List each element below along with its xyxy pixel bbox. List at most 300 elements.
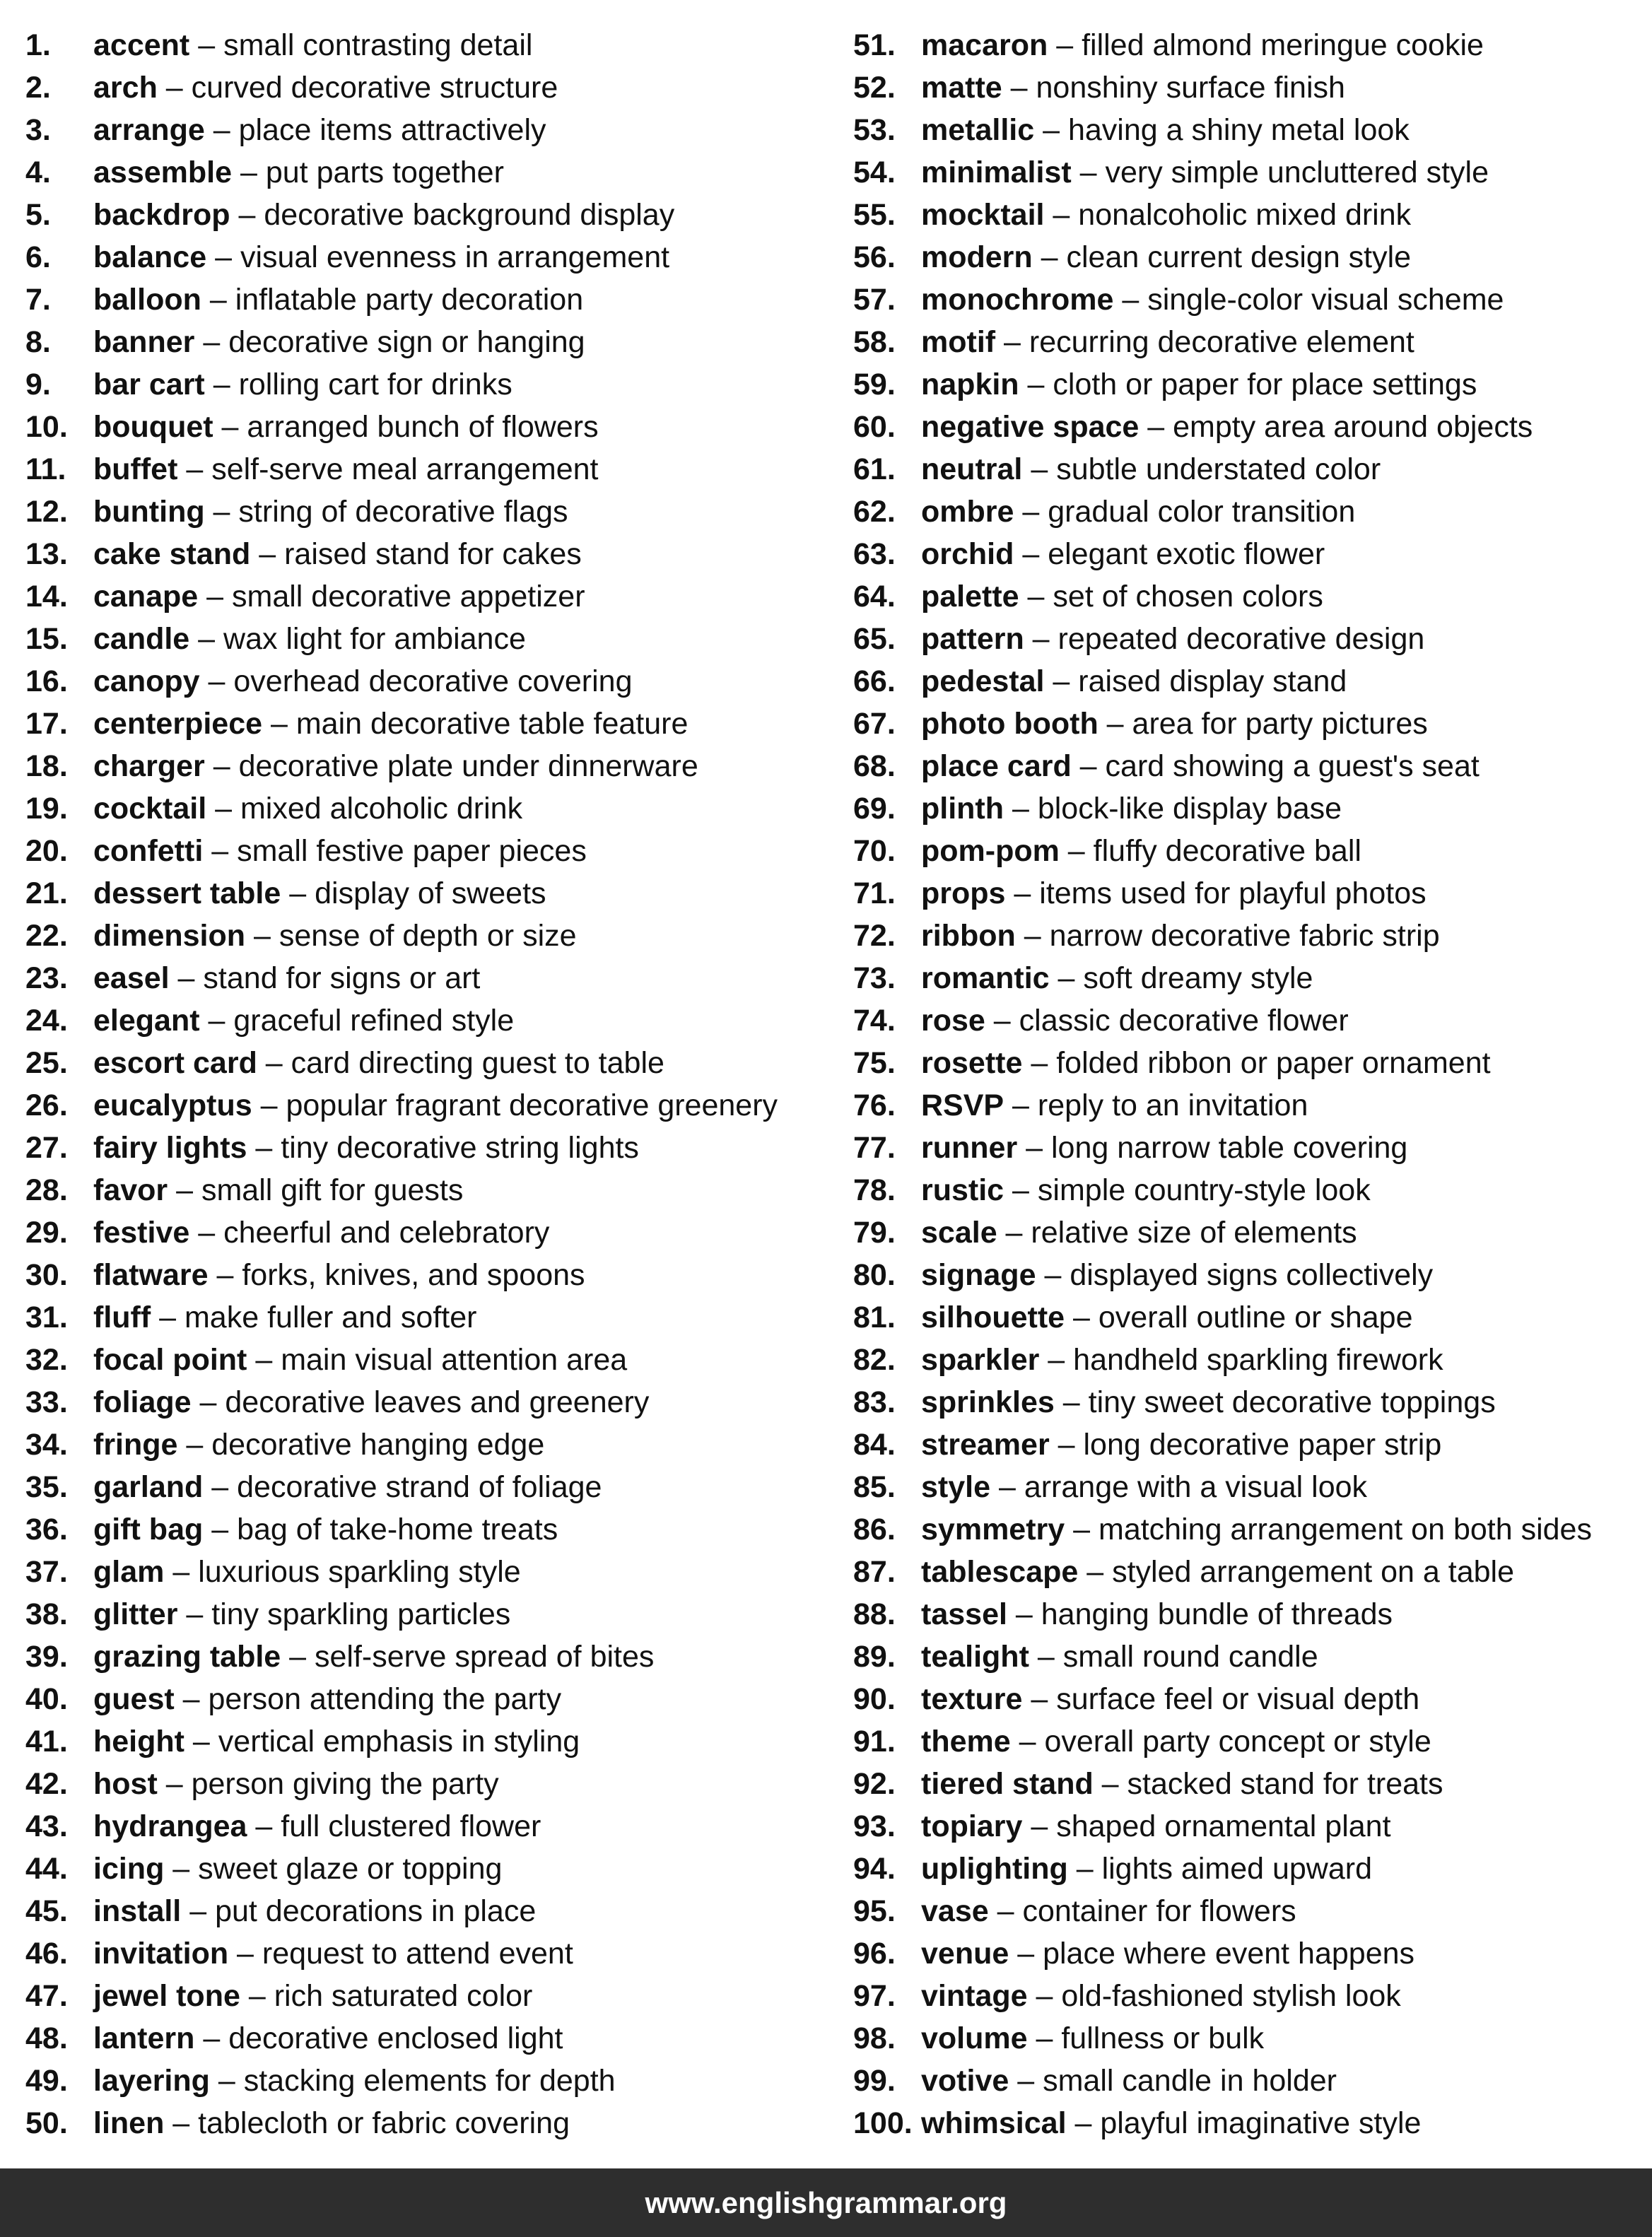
item-number: 77. xyxy=(853,1131,896,1165)
item-definition: simple country-style look xyxy=(1037,1173,1371,1207)
item-number: 76. xyxy=(853,1088,896,1122)
item-separator: – xyxy=(201,283,235,317)
item-definition: wax light for ambiance xyxy=(223,622,526,656)
item-definition: fullness or bulk xyxy=(1061,2021,1265,2055)
item-definition: old-fashioned stylish look xyxy=(1061,1979,1401,2013)
list-item xyxy=(853,1423,1648,1466)
item-term: bar cart xyxy=(93,368,205,401)
item-definition: vertical emphasis in styling xyxy=(218,1725,580,1759)
item-separator: – xyxy=(204,113,239,147)
item-term: streamer xyxy=(921,1428,1050,1462)
item-term: flatware xyxy=(93,1258,209,1292)
item-separator: – xyxy=(1024,622,1058,656)
item-separator: – xyxy=(189,28,224,62)
item-number: 40. xyxy=(25,1682,68,1716)
item-number: 90. xyxy=(853,1682,896,1716)
item-definition: nonshiny surface finish xyxy=(1036,71,1345,105)
item-term: ribbon xyxy=(921,919,1016,953)
list-item xyxy=(853,448,1648,491)
item-separator: – xyxy=(177,452,212,486)
item-separator: – xyxy=(1017,1131,1051,1165)
item-separator: – xyxy=(1093,1767,1127,1801)
list-item xyxy=(25,2102,838,2144)
item-separator: – xyxy=(177,1428,212,1462)
list-item xyxy=(853,1848,1648,1890)
list-item xyxy=(25,66,838,109)
item-term: balance xyxy=(93,240,207,274)
item-definition: raised display stand xyxy=(1078,664,1347,698)
item-definition: reply to an invitation xyxy=(1037,1088,1308,1122)
item-definition: display of sweets xyxy=(315,876,546,910)
item-number: 11. xyxy=(25,452,66,486)
item-term: volume xyxy=(921,2021,1028,2055)
item-term: fairy lights xyxy=(93,1131,247,1165)
list-item xyxy=(853,1975,1648,2017)
item-separator: – xyxy=(181,1894,216,1928)
item-number: 96. xyxy=(853,1937,896,1971)
item-separator: – xyxy=(1036,1258,1070,1292)
item-definition: elegant exotic flower xyxy=(1048,537,1325,571)
item-separator: – xyxy=(213,410,247,444)
item-number: 66. xyxy=(853,664,896,698)
item-term: guest xyxy=(93,1682,175,1716)
item-separator: – xyxy=(1022,452,1057,486)
item-separator: – xyxy=(1007,1597,1041,1631)
item-term: easel xyxy=(93,961,170,995)
list-item xyxy=(853,1932,1648,1975)
item-number: 51. xyxy=(853,28,896,62)
item-number: 49. xyxy=(25,2064,68,2098)
item-number: 32. xyxy=(25,1343,68,1377)
item-term: place card xyxy=(921,749,1072,783)
item-definition: main decorative table feature xyxy=(295,707,689,741)
list-item xyxy=(853,1551,1648,1593)
item-number: 91. xyxy=(853,1725,896,1759)
item-definition: styled arrangement on a table xyxy=(1112,1555,1515,1589)
item-separator: – xyxy=(1009,1937,1043,1971)
footer-website-link[interactable]: www.englishgrammar.org xyxy=(645,2185,1007,2219)
list-item xyxy=(853,999,1648,1042)
item-term: rose xyxy=(921,1004,985,1038)
list-item xyxy=(853,703,1648,745)
list-item xyxy=(25,660,838,703)
item-separator: – xyxy=(1049,1428,1084,1462)
item-definition: main visual attention area xyxy=(281,1343,628,1377)
item-separator: – xyxy=(1004,792,1038,826)
list-item xyxy=(25,2017,838,2060)
item-separator: – xyxy=(1027,2021,1062,2055)
item-definition: tablecloth or fabric covering xyxy=(198,2106,570,2140)
list-item xyxy=(25,109,838,151)
item-number: 44. xyxy=(25,1852,68,1886)
item-definition: cloth or paper for place settings xyxy=(1053,368,1477,401)
item-number: 85. xyxy=(853,1470,896,1504)
item-separator: – xyxy=(230,198,264,232)
item-definition: sense of depth or size xyxy=(279,919,577,953)
list-item xyxy=(853,1042,1648,1084)
list-item xyxy=(853,151,1648,194)
list-item xyxy=(853,575,1648,618)
item-definition: rolling cart for drinks xyxy=(238,368,512,401)
item-definition: arranged bunch of flowers xyxy=(247,410,599,444)
list-item xyxy=(25,575,838,618)
item-separator: – xyxy=(1071,749,1106,783)
item-separator: – xyxy=(1032,240,1067,274)
list-item xyxy=(25,957,838,999)
item-term: bunting xyxy=(93,495,205,529)
item-definition: tiny sparkling particles xyxy=(211,1597,511,1631)
item-separator: – xyxy=(1019,368,1053,401)
item-term: props xyxy=(921,876,1006,910)
item-separator: – xyxy=(1022,1682,1057,1716)
item-definition: block-like display base xyxy=(1037,792,1342,826)
item-term: runner xyxy=(921,1131,1018,1165)
item-term: charger xyxy=(93,749,205,783)
item-term: tassel xyxy=(921,1597,1007,1631)
list-item xyxy=(853,1084,1648,1127)
item-term: banner xyxy=(93,325,195,359)
item-definition: small gift for guests xyxy=(201,1173,464,1207)
item-number: 54. xyxy=(853,155,896,189)
item-number: 65. xyxy=(853,622,896,656)
item-definition: filled almond meringue cookie xyxy=(1082,28,1484,62)
item-separator: – xyxy=(240,1979,274,2013)
item-separator: – xyxy=(206,792,240,826)
list-item xyxy=(25,1805,838,1848)
item-number: 89. xyxy=(853,1640,896,1674)
item-definition: surface feel or visual depth xyxy=(1056,1682,1420,1716)
item-term: canopy xyxy=(93,664,200,698)
item-term: lantern xyxy=(93,2021,195,2055)
item-number: 84. xyxy=(853,1428,896,1462)
item-definition: small festive paper pieces xyxy=(237,834,587,868)
item-definition: put parts together xyxy=(265,155,504,189)
item-number: 17. xyxy=(25,707,68,741)
item-term: jewel tone xyxy=(93,1979,240,2013)
item-separator: – xyxy=(281,876,315,910)
item-term: candle xyxy=(93,622,190,656)
item-term: canape xyxy=(93,580,199,613)
list-item xyxy=(25,1975,838,2017)
item-separator: – xyxy=(168,1173,201,1207)
item-number: 47. xyxy=(25,1979,68,2013)
item-definition: single-color visual scheme xyxy=(1147,283,1504,317)
item-term: palette xyxy=(921,580,1019,613)
item-number: 22. xyxy=(25,919,68,953)
list-item xyxy=(25,703,838,745)
item-term: napkin xyxy=(921,368,1019,401)
item-definition: decorative hanging edge xyxy=(211,1428,545,1462)
list-item xyxy=(25,194,838,236)
item-term: tablescape xyxy=(921,1555,1079,1589)
item-separator: – xyxy=(1071,155,1106,189)
item-separator: – xyxy=(1014,537,1048,571)
item-number: 94. xyxy=(853,1852,896,1886)
item-term: macaron xyxy=(921,28,1048,62)
list-item xyxy=(853,1296,1648,1339)
item-term: glitter xyxy=(93,1597,178,1631)
item-number: 69. xyxy=(853,792,896,826)
item-number: 6. xyxy=(25,240,51,274)
item-term: orchid xyxy=(921,537,1014,571)
list-item xyxy=(25,1211,838,1254)
item-term: sprinkles xyxy=(921,1385,1055,1419)
list-item xyxy=(25,1169,838,1211)
item-number: 38. xyxy=(25,1597,68,1631)
item-separator: – xyxy=(204,749,239,783)
list-item xyxy=(853,872,1648,915)
item-separator: – xyxy=(281,1640,315,1674)
item-number: 37. xyxy=(25,1555,68,1589)
item-term: cake stand xyxy=(93,537,251,571)
item-definition: hanging bundle of threads xyxy=(1041,1597,1393,1631)
item-number: 92. xyxy=(853,1767,896,1801)
item-separator: – xyxy=(208,1258,242,1292)
list-item xyxy=(25,278,838,321)
vocabulary-list-right xyxy=(853,24,1648,2144)
item-definition: stand for signs or art xyxy=(203,961,481,995)
item-number: 43. xyxy=(25,1809,68,1843)
item-number: 78. xyxy=(853,1173,896,1207)
item-number: 5. xyxy=(25,198,51,232)
item-separator: – xyxy=(250,537,285,571)
item-number: 68. xyxy=(853,749,896,783)
item-definition: folded ribbon or paper ornament xyxy=(1056,1046,1491,1080)
item-separator: – xyxy=(164,1852,199,1886)
item-definition: tiny sweet decorative toppings xyxy=(1088,1385,1496,1419)
item-definition: stacked stand for treats xyxy=(1127,1767,1443,1801)
item-definition: raised stand for cakes xyxy=(284,537,582,571)
item-definition: full clustered flower xyxy=(281,1809,541,1843)
item-definition: string of decorative flags xyxy=(238,495,568,529)
item-separator: – xyxy=(174,1682,209,1716)
item-separator: – xyxy=(1022,1809,1057,1843)
list-item xyxy=(853,24,1648,66)
item-separator: – xyxy=(1049,961,1084,995)
item-separator: – xyxy=(194,325,229,359)
item-definition: decorative sign or hanging xyxy=(228,325,585,359)
list-item xyxy=(25,1720,838,1763)
item-term: invitation xyxy=(93,1937,229,1971)
item-term: bouquet xyxy=(93,410,213,444)
item-number: 87. xyxy=(853,1555,896,1589)
item-separator: – xyxy=(1044,664,1079,698)
item-definition: small decorative appetizer xyxy=(232,580,585,613)
list-item xyxy=(853,406,1648,448)
list-item xyxy=(25,406,838,448)
item-definition: luxurious sparkling style xyxy=(198,1555,521,1589)
item-definition: having a shiny metal look xyxy=(1067,113,1410,147)
item-number: 35. xyxy=(25,1470,68,1504)
item-number: 97. xyxy=(853,1979,896,2013)
item-number: 53. xyxy=(853,113,896,147)
item-number: 61. xyxy=(853,452,896,486)
list-item xyxy=(25,1466,838,1508)
item-number: 13. xyxy=(25,537,68,571)
item-separator: – xyxy=(1009,2064,1043,2098)
item-number: 52. xyxy=(853,71,896,105)
list-item xyxy=(25,321,838,363)
item-separator: – xyxy=(206,240,240,274)
list-item xyxy=(25,24,838,66)
item-definition: visual evenness in arrangement xyxy=(240,240,670,274)
item-term: install xyxy=(93,1894,182,1928)
item-term: tiered stand xyxy=(921,1767,1094,1801)
list-item xyxy=(25,830,838,872)
item-term: silhouette xyxy=(921,1300,1065,1334)
item-term: glam xyxy=(93,1555,165,1589)
item-separator: – xyxy=(995,325,1029,359)
item-separator: – xyxy=(189,1216,224,1250)
item-number: 36. xyxy=(25,1513,68,1546)
item-separator: – xyxy=(199,664,234,698)
list-item xyxy=(853,957,1648,999)
item-number: 15. xyxy=(25,622,68,656)
item-separator: – xyxy=(1059,834,1094,868)
list-item xyxy=(853,830,1648,872)
item-number: 71. xyxy=(853,876,896,910)
item-separator: – xyxy=(1098,707,1132,741)
item-separator: – xyxy=(209,2064,244,2098)
item-definition: tiny decorative string lights xyxy=(281,1131,639,1165)
list-item xyxy=(853,236,1648,278)
list-item xyxy=(25,1339,838,1381)
item-number: 25. xyxy=(25,1046,68,1080)
item-separator: – xyxy=(1034,113,1068,147)
list-item xyxy=(853,1805,1648,1848)
item-definition: long decorative paper strip xyxy=(1083,1428,1442,1462)
item-separator: – xyxy=(198,580,233,613)
item-term: layering xyxy=(93,2064,210,2098)
item-number: 50. xyxy=(25,2106,68,2140)
item-separator: – xyxy=(247,1131,281,1165)
item-definition: gradual color transition xyxy=(1048,495,1356,529)
list-item xyxy=(25,1296,838,1339)
item-number: 59. xyxy=(853,368,896,401)
item-definition: rich saturated color xyxy=(274,1979,533,2013)
item-number: 98. xyxy=(853,2021,896,2055)
item-term: eucalyptus xyxy=(93,1088,252,1122)
item-definition: graceful refined style xyxy=(233,1004,515,1038)
item-definition: person attending the party xyxy=(208,1682,562,1716)
item-separator: – xyxy=(177,1597,212,1631)
item-definition: forks, knives, and spoons xyxy=(242,1258,585,1292)
item-definition: sweet glaze or topping xyxy=(198,1852,503,1886)
list-item xyxy=(25,1593,838,1636)
vocabulary-list-left xyxy=(25,24,838,2144)
item-number: 73. xyxy=(853,961,896,995)
list-item xyxy=(25,1551,838,1593)
list-item xyxy=(25,2060,838,2102)
item-definition: decorative enclosed light xyxy=(228,2021,563,2055)
item-definition: recurring decorative element xyxy=(1029,325,1414,359)
item-number: 100. xyxy=(853,2106,913,2140)
item-definition: items used for playful photos xyxy=(1039,876,1427,910)
list-item xyxy=(25,1042,838,1084)
item-term: modern xyxy=(921,240,1033,274)
item-separator: – xyxy=(1004,1088,1038,1122)
list-item xyxy=(853,194,1648,236)
item-definition: nonalcoholic mixed drink xyxy=(1078,198,1412,232)
item-number: 46. xyxy=(25,1937,68,1971)
item-definition: curved decorative structure xyxy=(191,71,558,105)
item-separator: – xyxy=(1015,919,1050,953)
item-number: 14. xyxy=(25,580,68,613)
item-number: 60. xyxy=(853,410,896,444)
item-separator: – xyxy=(1039,1343,1074,1377)
item-number: 9. xyxy=(25,368,51,401)
item-number: 42. xyxy=(25,1767,68,1801)
list-item xyxy=(853,1339,1648,1381)
item-number: 16. xyxy=(25,664,68,698)
item-number: 30. xyxy=(25,1258,68,1292)
item-separator: – xyxy=(1002,71,1036,105)
item-term: venue xyxy=(921,1937,1009,1971)
item-term: favor xyxy=(93,1173,168,1207)
item-term: ombre xyxy=(921,495,1014,529)
item-separator: – xyxy=(1029,1640,1063,1674)
item-separator: – xyxy=(1067,1852,1102,1886)
item-term: romantic xyxy=(921,961,1050,995)
item-definition: self-serve meal arrangement xyxy=(211,452,599,486)
item-term: style xyxy=(921,1470,991,1504)
list-item xyxy=(25,1678,838,1720)
item-number: 67. xyxy=(853,707,896,741)
item-term: monochrome xyxy=(921,283,1114,317)
item-separator: – xyxy=(1019,580,1053,613)
item-definition: overhead decorative covering xyxy=(233,664,633,698)
list-item xyxy=(853,321,1648,363)
item-separator: – xyxy=(1054,1385,1089,1419)
item-separator: – xyxy=(1078,1555,1113,1589)
item-term: RSVP xyxy=(921,1088,1004,1122)
list-item xyxy=(25,533,838,575)
list-item xyxy=(853,1169,1648,1211)
list-item xyxy=(853,278,1648,321)
item-separator: – xyxy=(1048,28,1082,62)
item-number: 19. xyxy=(25,792,68,826)
item-number: 21. xyxy=(25,876,68,910)
item-definition: classic decorative flower xyxy=(1019,1004,1349,1038)
item-separator: – xyxy=(985,1004,1019,1038)
item-separator: – xyxy=(191,1385,225,1419)
item-definition: soft dreamy style xyxy=(1083,961,1313,995)
item-definition: inflatable party decoration xyxy=(235,283,584,317)
list-item xyxy=(853,1763,1648,1805)
item-separator: – xyxy=(245,919,279,953)
list-item xyxy=(853,66,1648,109)
item-definition: long narrow table covering xyxy=(1051,1131,1408,1165)
item-term: sparkler xyxy=(921,1343,1040,1377)
item-number: 62. xyxy=(853,495,896,529)
item-term: vase xyxy=(921,1894,989,1928)
item-term: assemble xyxy=(93,155,233,189)
item-definition: container for flowers xyxy=(1022,1894,1296,1928)
item-number: 8. xyxy=(25,325,51,359)
item-definition: stacking elements for depth xyxy=(243,2064,616,2098)
item-number: 1. xyxy=(25,28,51,62)
list-item xyxy=(25,618,838,660)
item-definition: overall outline or shape xyxy=(1098,1300,1413,1334)
item-separator: – xyxy=(204,495,239,529)
list-item xyxy=(25,1423,838,1466)
item-definition: bag of take-home treats xyxy=(237,1513,558,1546)
item-number: 45. xyxy=(25,1894,68,1928)
list-item xyxy=(853,2017,1648,2060)
item-definition: place items attractively xyxy=(238,113,546,147)
item-separator: – xyxy=(203,1513,238,1546)
item-term: plinth xyxy=(921,792,1004,826)
